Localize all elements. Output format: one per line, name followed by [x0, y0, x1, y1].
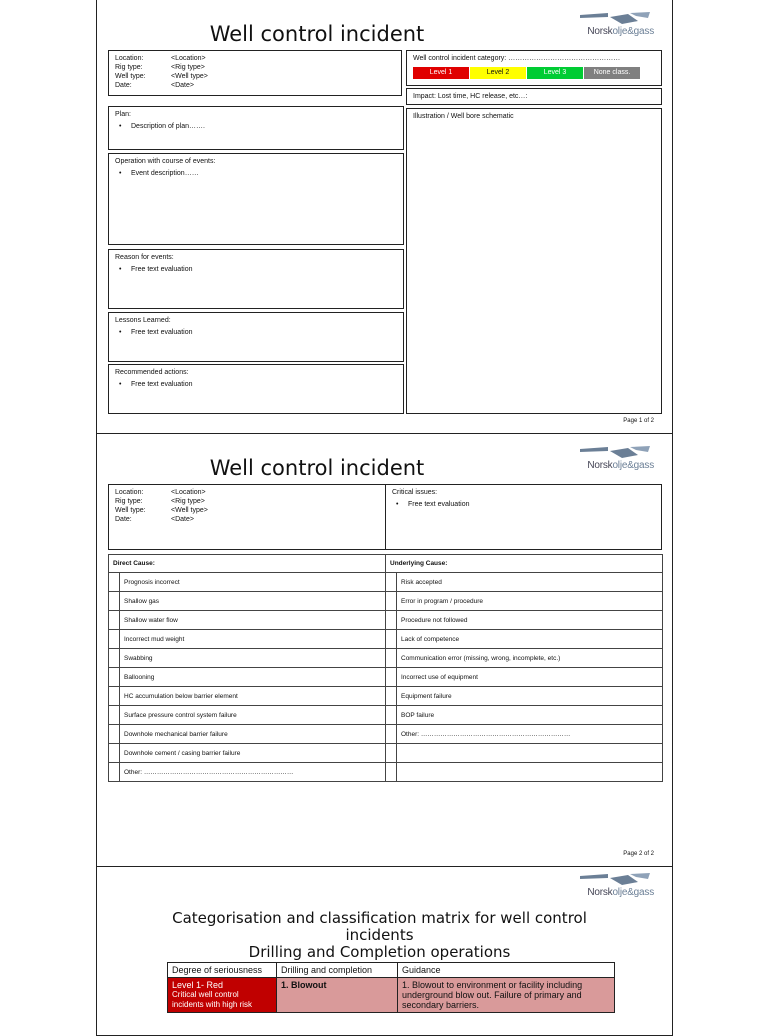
col-drilling: Drilling and completion — [277, 963, 398, 978]
checkbox[interactable] — [109, 687, 120, 706]
reason-item: • Free text evaluation — [115, 265, 397, 274]
incident-info-box: Location: <Location> Rig type: <Rig type> Well type: <Well type> Date: <Date> — [108, 484, 386, 550]
table-row: Prognosis incorrect Risk accepted — [109, 573, 663, 592]
checkbox[interactable] — [386, 630, 397, 649]
checkbox[interactable] — [386, 573, 397, 592]
none-class-option[interactable]: None class. — [584, 67, 640, 79]
level-1-option[interactable]: Level 1 — [413, 67, 469, 79]
level-2-option[interactable]: Level 2 — [470, 67, 526, 79]
checkbox[interactable] — [386, 687, 397, 706]
checkbox[interactable] — [386, 668, 397, 687]
illustration-label: Illustration / Well bore schematic — [413, 113, 514, 120]
checkbox[interactable] — [109, 592, 120, 611]
level-3-option[interactable]: Level 3 — [527, 67, 583, 79]
reason-box — [108, 249, 404, 309]
checkbox[interactable] — [386, 725, 397, 744]
logo-wordmark: Norskolje&gass — [587, 887, 654, 898]
table-row: Incorrect mud weight Lack of competence — [109, 630, 663, 649]
matrix-title: Categorisation and classification matrix for well control incidents Drilling and Completion operations — [172, 909, 587, 961]
checkbox[interactable] — [386, 592, 397, 611]
report-page-2 — [96, 433, 673, 867]
operation-header: Operation with course of events: — [115, 158, 216, 165]
plan-header: Plan: — [115, 111, 131, 118]
cause-table-header — [109, 555, 663, 573]
logo-wordmark: Norskolje&gass — [587, 26, 654, 37]
page-number: Page 1 of 2 — [623, 418, 654, 424]
page-number: Page 2 of 2 — [623, 851, 654, 857]
table-row: Shallow gas Error in program / procedure — [109, 592, 663, 611]
checkbox[interactable] — [109, 611, 120, 630]
lessons-header: Lessons Learned: — [115, 317, 171, 324]
category-label: Well control incident category: ………………………………………… — [413, 55, 621, 62]
checkbox[interactable] — [386, 611, 397, 630]
col-guidance: Guidance — [398, 963, 615, 978]
level-1-cell: Level 1- Red Critical well control incidents with high risk — [168, 978, 277, 1013]
illustration-box — [406, 108, 662, 414]
checkbox[interactable] — [109, 649, 120, 668]
blowout-cell: 1. Blowout — [277, 978, 398, 1013]
table-row: Other: …………………………………………………………… — [109, 763, 663, 782]
classification-matrix — [167, 962, 615, 1013]
checkbox[interactable] — [109, 725, 120, 744]
page-title: Well control incident — [209, 22, 425, 46]
critical-issues-box — [385, 484, 662, 550]
checkbox[interactable] — [386, 706, 397, 725]
lessons-item: • Free text evaluation — [115, 328, 397, 337]
norsk-olje-gass-logo — [576, 446, 654, 474]
table-row: Downhole cement / casing barrier failure — [109, 744, 663, 763]
category-box — [406, 50, 662, 86]
table-row: Surface pressure control system failure BOP failure — [109, 706, 663, 725]
matrix-row-level-1 — [168, 978, 615, 1013]
checkbox[interactable] — [109, 630, 120, 649]
underlying-cause-header: Underlying Cause: — [386, 555, 663, 573]
logo-wordmark: Norskolje&gass — [587, 460, 654, 471]
impact-label: Impact: Lost time, HC release, etc…: — [413, 93, 528, 100]
logo-mark-icon — [578, 873, 652, 887]
checkbox[interactable] — [109, 706, 120, 725]
recommended-item: • Free text evaluation — [115, 380, 397, 389]
report-page-3 — [96, 866, 673, 1036]
recommended-header: Recommended actions: — [115, 369, 189, 376]
plan-box — [108, 106, 404, 150]
table-row: Swabbing Communication error (missing, wrong, incomplete, etc.) — [109, 649, 663, 668]
plan-item: • Description of plan……. — [115, 122, 397, 131]
checkbox[interactable] — [109, 744, 120, 763]
matrix-header-row — [168, 963, 615, 978]
direct-cause-header: Direct Cause: — [109, 555, 386, 573]
critical-header: Critical issues: — [392, 489, 438, 496]
recommended-box — [108, 364, 404, 414]
checkbox[interactable] — [109, 763, 120, 782]
table-row: Shallow water flow Procedure not followed — [109, 611, 663, 630]
critical-item: • Free text evaluation — [392, 500, 655, 509]
impact-box — [406, 88, 662, 105]
checkbox[interactable] — [109, 668, 120, 687]
report-page-1 — [96, 0, 673, 434]
checkbox[interactable] — [386, 763, 397, 782]
table-row: Downhole mechanical barrier failure Other: …………………………………………………………… — [109, 725, 663, 744]
table-row: HC accumulation below barrier element Equipment failure — [109, 687, 663, 706]
col-seriousness: Degree of seriousness — [168, 963, 277, 978]
logo-mark-icon — [578, 12, 652, 26]
blowout-guidance-cell: 1. Blowout to environment or facility including underground blow out. Failure of primary and secondary barriers. — [398, 978, 615, 1013]
operation-box — [108, 153, 404, 245]
operation-item: • Event description…… — [115, 169, 397, 178]
checkbox[interactable] — [386, 649, 397, 668]
norsk-olje-gass-logo — [576, 12, 654, 40]
page-title: Well control incident — [209, 456, 425, 480]
cause-table — [108, 554, 663, 782]
checkbox[interactable] — [386, 744, 397, 763]
lessons-box — [108, 312, 404, 362]
table-row: Ballooning Incorrect use of equipment — [109, 668, 663, 687]
level-selector — [413, 67, 655, 79]
logo-mark-icon — [578, 446, 652, 460]
incident-info-box: Location: <Location> Rig type: <Rig type> Well type: <Well type> Date: <Date> — [108, 50, 402, 96]
checkbox[interactable] — [109, 573, 120, 592]
reason-header: Reason for events: — [115, 254, 174, 261]
norsk-olje-gass-logo — [576, 873, 654, 901]
